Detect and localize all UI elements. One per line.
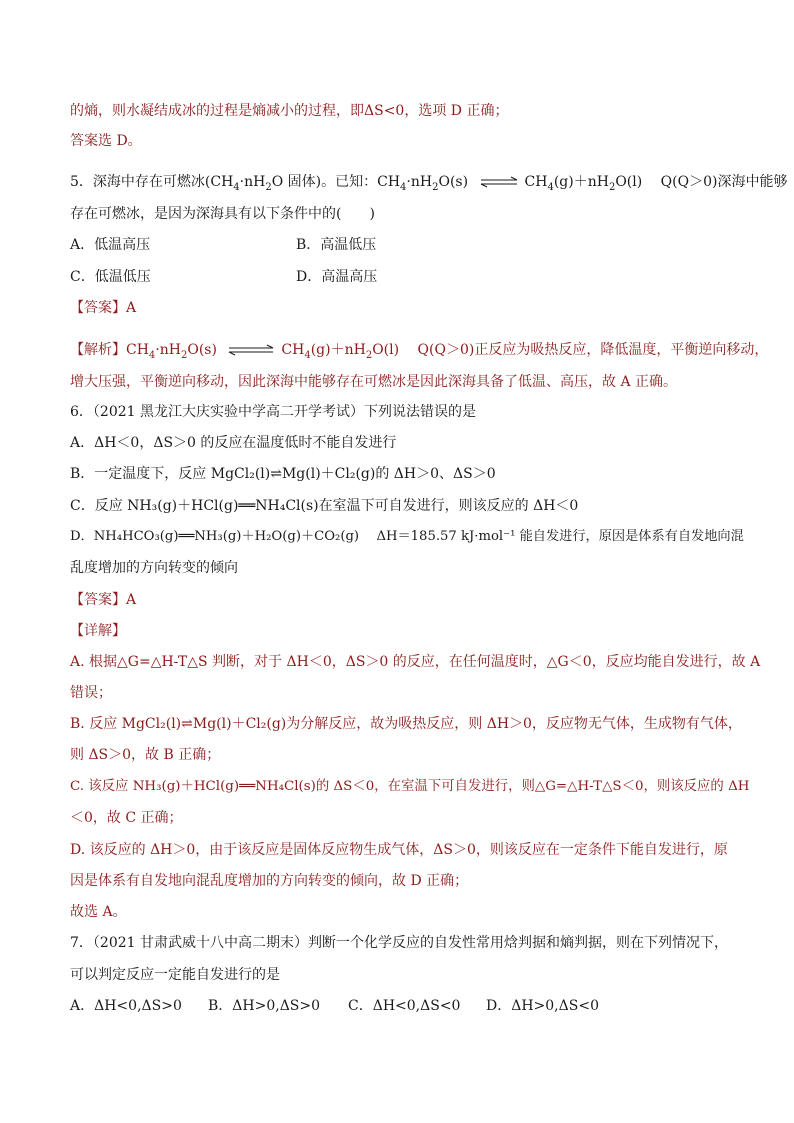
q6-detail-d-line2: 因是体系有自发地向混乱度增加的方向转变的倾向，故 D 正确；	[70, 873, 469, 889]
q6-option-a: A．ΔH＜0，ΔS＞0 的反应在温度低时不能自发进行	[70, 435, 397, 451]
q6-option-d-line2: 乱度增加的方向转变的倾向	[70, 560, 238, 576]
q6-option-d-line1: D．NH₄HCO₃(g)══NH₃(g)＋H₂O(g)＋CO₂(g) ΔH＝185.57 kJ·mol⁻¹ 能自发进行，原因是体系有自发地向混	[70, 529, 744, 544]
q6-detail-b-line1: B. 反应 MgCl₂(l)⇌Mg(l)＋Cl₂(g)为分解反应，故为吸热反应，则 ΔH＞0，反应物无气体，生成物有气体，	[70, 716, 742, 732]
q6-detail-c-line2: ＜0，故 C 正确；	[70, 810, 183, 826]
q7-option-a: A．ΔH<0,ΔS>0	[70, 998, 182, 1014]
q6-detail-a-line1: A. 根据△G=△H-T△S 判断，对于 ΔH＜0，ΔS＞0 的反应，在任何温度时，△G＜0，反应均能自发进行，故 A	[70, 654, 761, 670]
q6-option-b: B．一定温度下，反应 MgCl₂(l)⇌Mg(l)＋Cl₂(g)的 ΔH＞0、ΔS＞0	[70, 466, 496, 482]
q7-option-c: C．ΔH<0,ΔS<0	[348, 998, 461, 1014]
prev-answer-line: 答案选 D。	[70, 133, 142, 149]
q6-detail-heading: 【详解】	[70, 623, 126, 639]
equilibrium-arrow-icon	[479, 176, 519, 188]
q5-stem-line1: 5．深海中存在可燃冰($CH_4\cdot nH_2O$ 固体)。已知：$CH_4\cdot nH_2O(s)$ $CH_4(g)+nH_2O(l)$ Q(Q＞0)深海中能够	[70, 174, 788, 193]
q6-detail-b-line2: 则 ΔS＞0，故 B 正确；	[70, 747, 221, 763]
q6-stem: 6．（2021 黑龙江大庆实验中学高二开学考试）下列说法错误的是	[70, 404, 476, 420]
q5-stem-line2: 存在可燃冰，是因为深海具有以下条件中的( )	[70, 206, 375, 222]
prev-explanation-line: 的熵，则水凝结成冰的过程是熵减小的过程，即ΔS<0，选项 D 正确；	[70, 103, 509, 119]
q7-stem-line2: 可以判定反应一定能自发进行的是	[70, 967, 280, 983]
q5-analysis-line2: 增大压强，平衡逆向移动，因此深海中能够存在可燃冰是因此深海具备了低温、高压，故 A 正确。	[70, 374, 678, 390]
q6-option-c: C．反应 NH₃(g)＋HCl(g)══NH₄Cl(s)在室温下可自发进行，则该反应的 ΔH＜0	[70, 498, 579, 514]
q6-choose: 故选 A。	[70, 904, 127, 920]
q7-stem-line1: 7．（2021 甘肃武威十八中高二期末）判断一个化学反应的自发性常用焓判据和熵判据，则在下列情况下，	[70, 935, 728, 951]
q6-answer: 【答案】A	[70, 592, 137, 608]
q5-option-b: B．高温低压	[296, 237, 377, 253]
q6-detail-a-line2: 错误；	[70, 685, 112, 701]
q7-option-b: B．ΔH>0,ΔS>0	[208, 998, 321, 1014]
equilibrium-arrow-icon	[227, 344, 275, 356]
q5-answer: 【答案】A	[70, 300, 137, 316]
q6-detail-d-line1: D. 该反应的 ΔH＞0，由于该反应是固体反应物生成气体，ΔS＞0，则该反应在一定条件下能自发进行，原	[70, 842, 728, 858]
q7-option-d: D．ΔH>0,ΔS<0	[486, 998, 599, 1014]
q5-option-a: A．低温高压	[70, 237, 151, 253]
q5-analysis-line1: 【解析】$CH_4\cdot nH_2O(s)$ $CH_4(g)+nH_2O(l)$ Q(Q＞0)正反应为吸热反应，降低温度，平衡逆向移动，	[70, 342, 769, 361]
q5-option-d: D．高温高压	[296, 269, 378, 285]
q6-detail-c-line1: C. 该反应 NH₃(g)＋HCl(g)══NH₄Cl(s)的 ΔS＜0，在室温下可自发进行，则△G=△H-T△S＜0，则该反应的 ΔH	[70, 779, 750, 794]
q5-option-c: C．低温低压	[70, 269, 151, 285]
